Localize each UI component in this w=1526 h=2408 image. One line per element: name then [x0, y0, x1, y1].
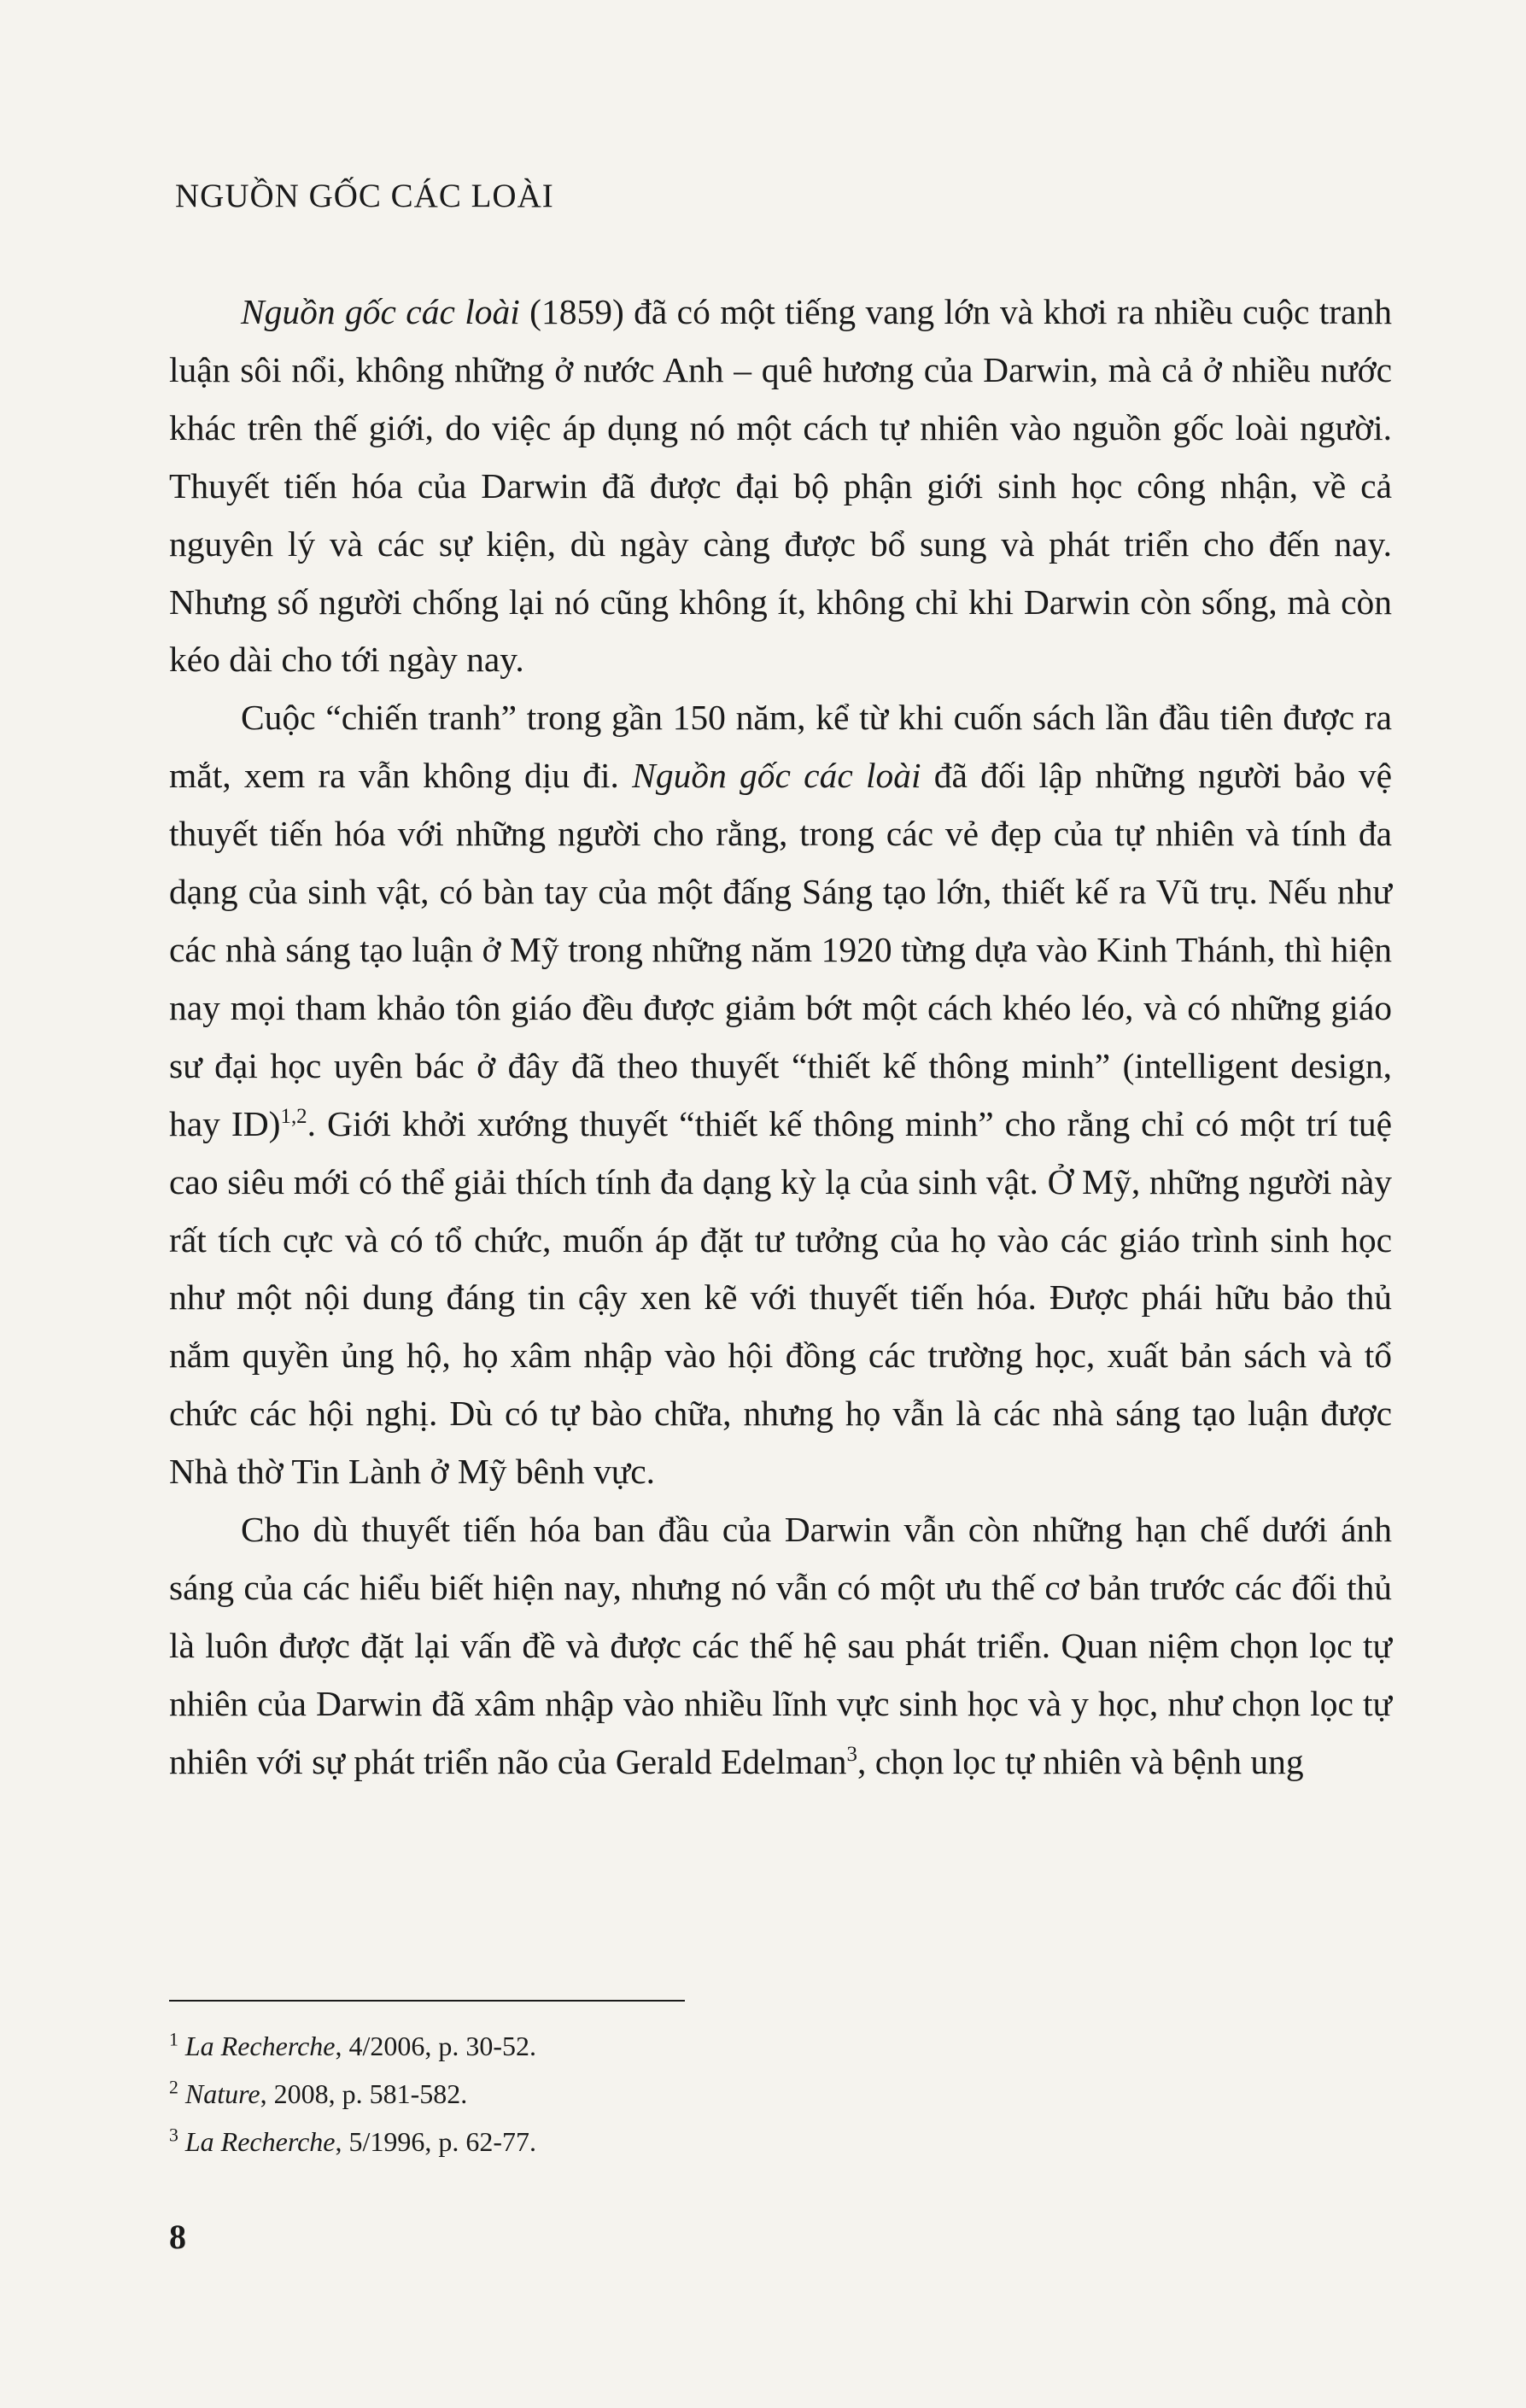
footnote-ref: 3: [846, 1742, 857, 1766]
body-text: [169, 283, 1392, 1791]
paragraph-2-text-b: đã đối lập những người bảo vệ thuyết tiến hóa với những người cho rằng, trong các vẻ đẹp của tự nhiên và tính đa dạng của sinh vật, có bàn tay của một đấng Sáng tạo lớn, thiết kế ra Vũ trụ. Nếu như các nhà sáng tạo luận ở Mỹ trong những năm 1920 từng dựa vào Kinh Thánh, thì hiện nay mọi tham khảo tôn giáo đều được giảm bớt một cách khéo léo, và có những giáo sư đại học uyên bác ở đây đã theo thuyết “thiết kế thông minh” (intelligent design, hay ID): [169, 756, 1393, 1143]
paragraph-2-text-a: Cuộc “chiến tranh” trong gần 150 năm, kể từ khi cuốn sách lần đầu tiên được ra mắt, xem ra vẫn không dịu đi.: [169, 698, 1392, 796]
footnote-detail: , 4/2006, p. 30-52.: [335, 2031, 537, 2061]
paragraph-3: [169, 1501, 1392, 1791]
footnote-number: 1: [169, 2029, 178, 2050]
footnote-source: La Recherche: [184, 2031, 336, 2061]
footnote-source: La Recherche: [184, 2126, 336, 2157]
footnote-number: 3: [169, 2125, 178, 2146]
footnote-3: [169, 2118, 1194, 2165]
footnote-detail: , 5/1996, p. 62-77.: [335, 2126, 537, 2157]
paragraph-2-text-c: . Giới khởi xướng thuyết “thiết kế thông minh” cho rằng chỉ có một trí tuệ cao siêu mới có thể giải thích tính đa dạng kỳ lạ của sinh vật. Ở Mỹ, những người này rất tích cực và có tổ chức, muốn áp đặt tư tưởng của họ vào các giáo trình sinh học như một nội dung đáng tin cậy xen kẽ với thuyết tiến hóa. Được phái hữu bảo thủ nắm quyền ủng hộ, họ xâm nhập vào hội đồng các trường học, xuất bản sách và tổ chức các hội nghị. Dù có tự bào chữa, nhưng họ vẫn là các nhà sáng tạo luận được Nhà thờ Tin Lành ở Mỹ bênh vực.: [169, 1103, 1393, 1492]
footnote-detail: , 2008, p. 581-582.: [260, 2078, 468, 2109]
paragraph-2: [169, 689, 1392, 1501]
paragraph-3-text-a: Cho dù thuyết tiến hóa ban đầu của Darwin vẫn còn những hạn chế dưới ánh sáng của các hiểu biết hiện nay, nhưng nó vẫn có một ưu thế cơ bản trước các đối thủ là luôn được đặt lại vấn đề và được các thế hệ sau phát triển. Quan niệm chọn lọc tự nhiên của Darwin đã xâm nhập vào nhiều lĩnh vực sinh học và y học, như chọn lọc tự nhiên với sự phát triển não của Gerald Edelman: [169, 1510, 1392, 1781]
paragraph-3-text-b: , chọn lọc tự nhiên và bệnh ung: [857, 1741, 1304, 1781]
footnotes: [169, 2022, 1194, 2165]
page-number: 8: [169, 2218, 186, 2256]
book-title-italic: Nguồn gốc các loài: [241, 292, 520, 331]
footnote-divider: [169, 2000, 685, 2002]
paragraph-1-text: (1859) đã có một tiếng vang lớn và khơi ra nhiều cuộc tranh luận sôi nổi, không những ở nước Anh – quê hương của Darwin, mà cả ở nhiều nước khác trên thế giới, do việc áp dụng nó một cách tự nhiên vào nguồn gốc loài người. Thuyết tiến hóa của Darwin đã được đại bộ phận giới sinh học công nhận, về cả nguyên lý và các sự kiện, dù ngày càng được bổ sung và phát triển cho đến nay. Nhưng số người chống lại nó cũng không ít, không chỉ khi Darwin còn sống, mà còn kéo dài cho tới ngày nay.: [169, 292, 1393, 680]
running-header: NGUỒN GỐC CÁC LOÀI: [175, 178, 554, 214]
book-title-italic: Nguồn gốc các loài: [632, 756, 921, 796]
footnote-number: 2: [169, 2077, 178, 2098]
footnote-ref: 1,2: [280, 1104, 307, 1128]
footnote-1: [169, 2022, 1194, 2070]
paragraph-1: [169, 283, 1392, 689]
footnote-source: Nature: [184, 2078, 260, 2109]
footnote-2: [169, 2070, 1194, 2118]
